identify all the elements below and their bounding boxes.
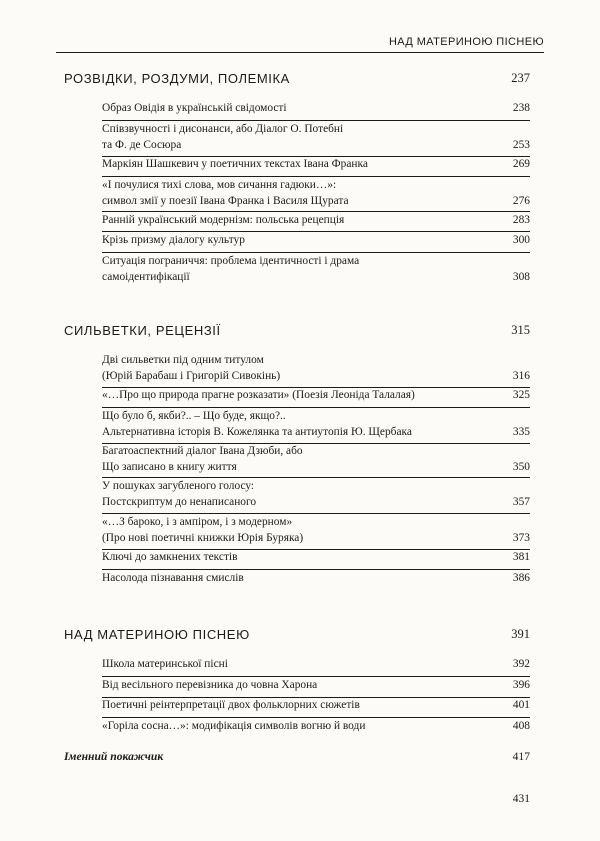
section-heading[interactable] <box>64 323 530 338</box>
index-entry[interactable] <box>64 750 530 763</box>
entry-page: 408 <box>512 720 530 732</box>
entry-line: (Про нові поетичні книжки Юрія Буряка) <box>102 531 304 544</box>
section-title: НАД МАТЕРИНОЮ ПІСНЕЮ <box>64 627 250 642</box>
entry-line: Ранній український модернізм: польська рецепція <box>102 214 345 226</box>
toc-entry[interactable] <box>64 213 530 229</box>
entry-line: Від весільного перевізника до човна Харона <box>102 679 318 691</box>
entry-page: 386 <box>512 572 530 584</box>
entry-page: 253 <box>512 138 530 151</box>
toc-entry[interactable] <box>64 479 530 510</box>
entry-page: 325 <box>512 389 530 401</box>
toc-entry[interactable] <box>64 719 530 735</box>
section-title: СИЛЬВЕТКИ, РЕЦЕНЗІЇ <box>64 323 221 338</box>
entry-line: «Горіла сосна…»: модифікація символів вогню й води <box>102 720 366 732</box>
toc-entry[interactable] <box>64 254 530 285</box>
toc-entry[interactable] <box>64 157 530 173</box>
section-heading[interactable] <box>64 627 530 642</box>
entry-page: 335 <box>512 425 530 438</box>
entry-page: 238 <box>512 102 530 114</box>
entry-line: Ситуація пограниччя: проблема ідентичності і драма <box>102 255 360 267</box>
toc-entry[interactable] <box>64 444 530 475</box>
entry-line: «…Про що природа прагне розказати» (Поезія Леоніда Талалая) <box>102 389 415 401</box>
entry-page: 350 <box>512 460 530 473</box>
entry-divider <box>102 211 530 212</box>
page-number: 431 <box>512 793 530 805</box>
toc-entry[interactable] <box>64 101 530 117</box>
toc-entry[interactable] <box>64 678 530 694</box>
entry-page: 396 <box>512 679 530 691</box>
index-page: 417 <box>512 750 530 763</box>
entry-line: «І почулися тихі слова, мов сичання гадюки…»: <box>102 179 337 191</box>
entry-page: 283 <box>512 214 530 226</box>
entry-divider <box>102 120 530 121</box>
entry-page: 357 <box>512 495 530 508</box>
section-page: 391 <box>511 627 530 641</box>
entry-line: Дві сильветки під одним титулом <box>102 354 264 366</box>
toc-entry[interactable] <box>64 122 530 153</box>
toc-entry[interactable] <box>64 409 530 440</box>
entry-divider <box>102 513 530 514</box>
toc-entry[interactable] <box>64 353 530 384</box>
entry-divider <box>102 477 530 478</box>
entry-line: самоідентифікації <box>102 270 190 283</box>
section-page: 237 <box>511 71 530 85</box>
entry-line: символ змії у поезії Івана Франка і Василя Щурата <box>102 194 349 207</box>
entry-line: Постскриптум до ненаписаного <box>102 495 257 508</box>
section-title: РОЗВІДКИ, РОЗДУМИ, ПОЛЕМІКА <box>64 71 290 86</box>
toc-entry[interactable] <box>64 388 530 404</box>
entry-line: «…З бароко, і з ампіром, і з модерном» <box>102 516 293 528</box>
entry-line: Маркіян Шашкевич у поетичних текстах Івана Франка <box>102 158 368 170</box>
entry-page: 308 <box>512 270 530 283</box>
entry-line: Поетичні реінтерпретації двох фольклорних сюжетів <box>102 699 360 711</box>
entry-line: (Юрій Барабаш і Григорій Сивокінь) <box>102 369 281 382</box>
index-label: Іменний покажчик <box>64 750 164 763</box>
running-head <box>56 30 544 53</box>
toc-entry[interactable] <box>64 550 530 566</box>
entry-divider <box>102 717 530 718</box>
entry-page: 269 <box>512 158 530 170</box>
entry-line: Співзвучності і дисонанси, або Діалог О. Потебні <box>102 123 344 135</box>
toc-entry[interactable] <box>64 657 530 673</box>
toc-entry[interactable] <box>64 515 530 546</box>
entry-line: Альтернативна історія В. Кожелянка та антиутопія Ю. Щербака <box>102 425 412 438</box>
entry-line: У пошуках загубленого голосу: <box>102 480 255 492</box>
entry-divider <box>102 176 530 177</box>
entry-page: 373 <box>512 531 530 544</box>
entry-line: Що було б, якби?.. – Що буде, якщо?.. <box>102 410 286 422</box>
entry-line: Образ Овідія в українській свідомості <box>102 102 287 114</box>
entry-page: 381 <box>512 551 530 563</box>
entry-line: Ключі до замкнених текстів <box>102 551 238 563</box>
entry-line: Школа материнської пісні <box>102 658 228 670</box>
entry-line: Насолода пізнавання смислів <box>102 572 244 584</box>
entry-page: 300 <box>512 234 530 246</box>
entry-divider <box>102 231 530 232</box>
entry-page: 401 <box>512 699 530 711</box>
entry-divider <box>102 252 530 253</box>
entry-page: 316 <box>512 369 530 382</box>
toc-entry[interactable] <box>64 178 530 209</box>
entry-line: Що записано в книгу життя <box>102 460 237 473</box>
entry-divider <box>102 676 530 677</box>
entry-page: 392 <box>512 658 530 670</box>
toc-entry[interactable] <box>64 571 530 587</box>
entry-line: Крізь призму діалогу культур <box>102 234 245 246</box>
toc-entry[interactable] <box>64 233 530 249</box>
entry-line: Багатоаспектний діалог Івана Дзюби, або <box>102 445 303 457</box>
entry-divider <box>102 407 530 408</box>
entry-divider <box>102 569 530 570</box>
section-heading[interactable] <box>64 71 530 86</box>
entry-page: 276 <box>512 194 530 207</box>
toc-entry[interactable] <box>64 698 530 714</box>
section-page: 315 <box>511 323 530 337</box>
entry-line: та Ф. де Сосюра <box>102 138 182 151</box>
running-head-title: НАД МАТЕРИНОЮ ПІСНЕЮ <box>388 36 544 48</box>
